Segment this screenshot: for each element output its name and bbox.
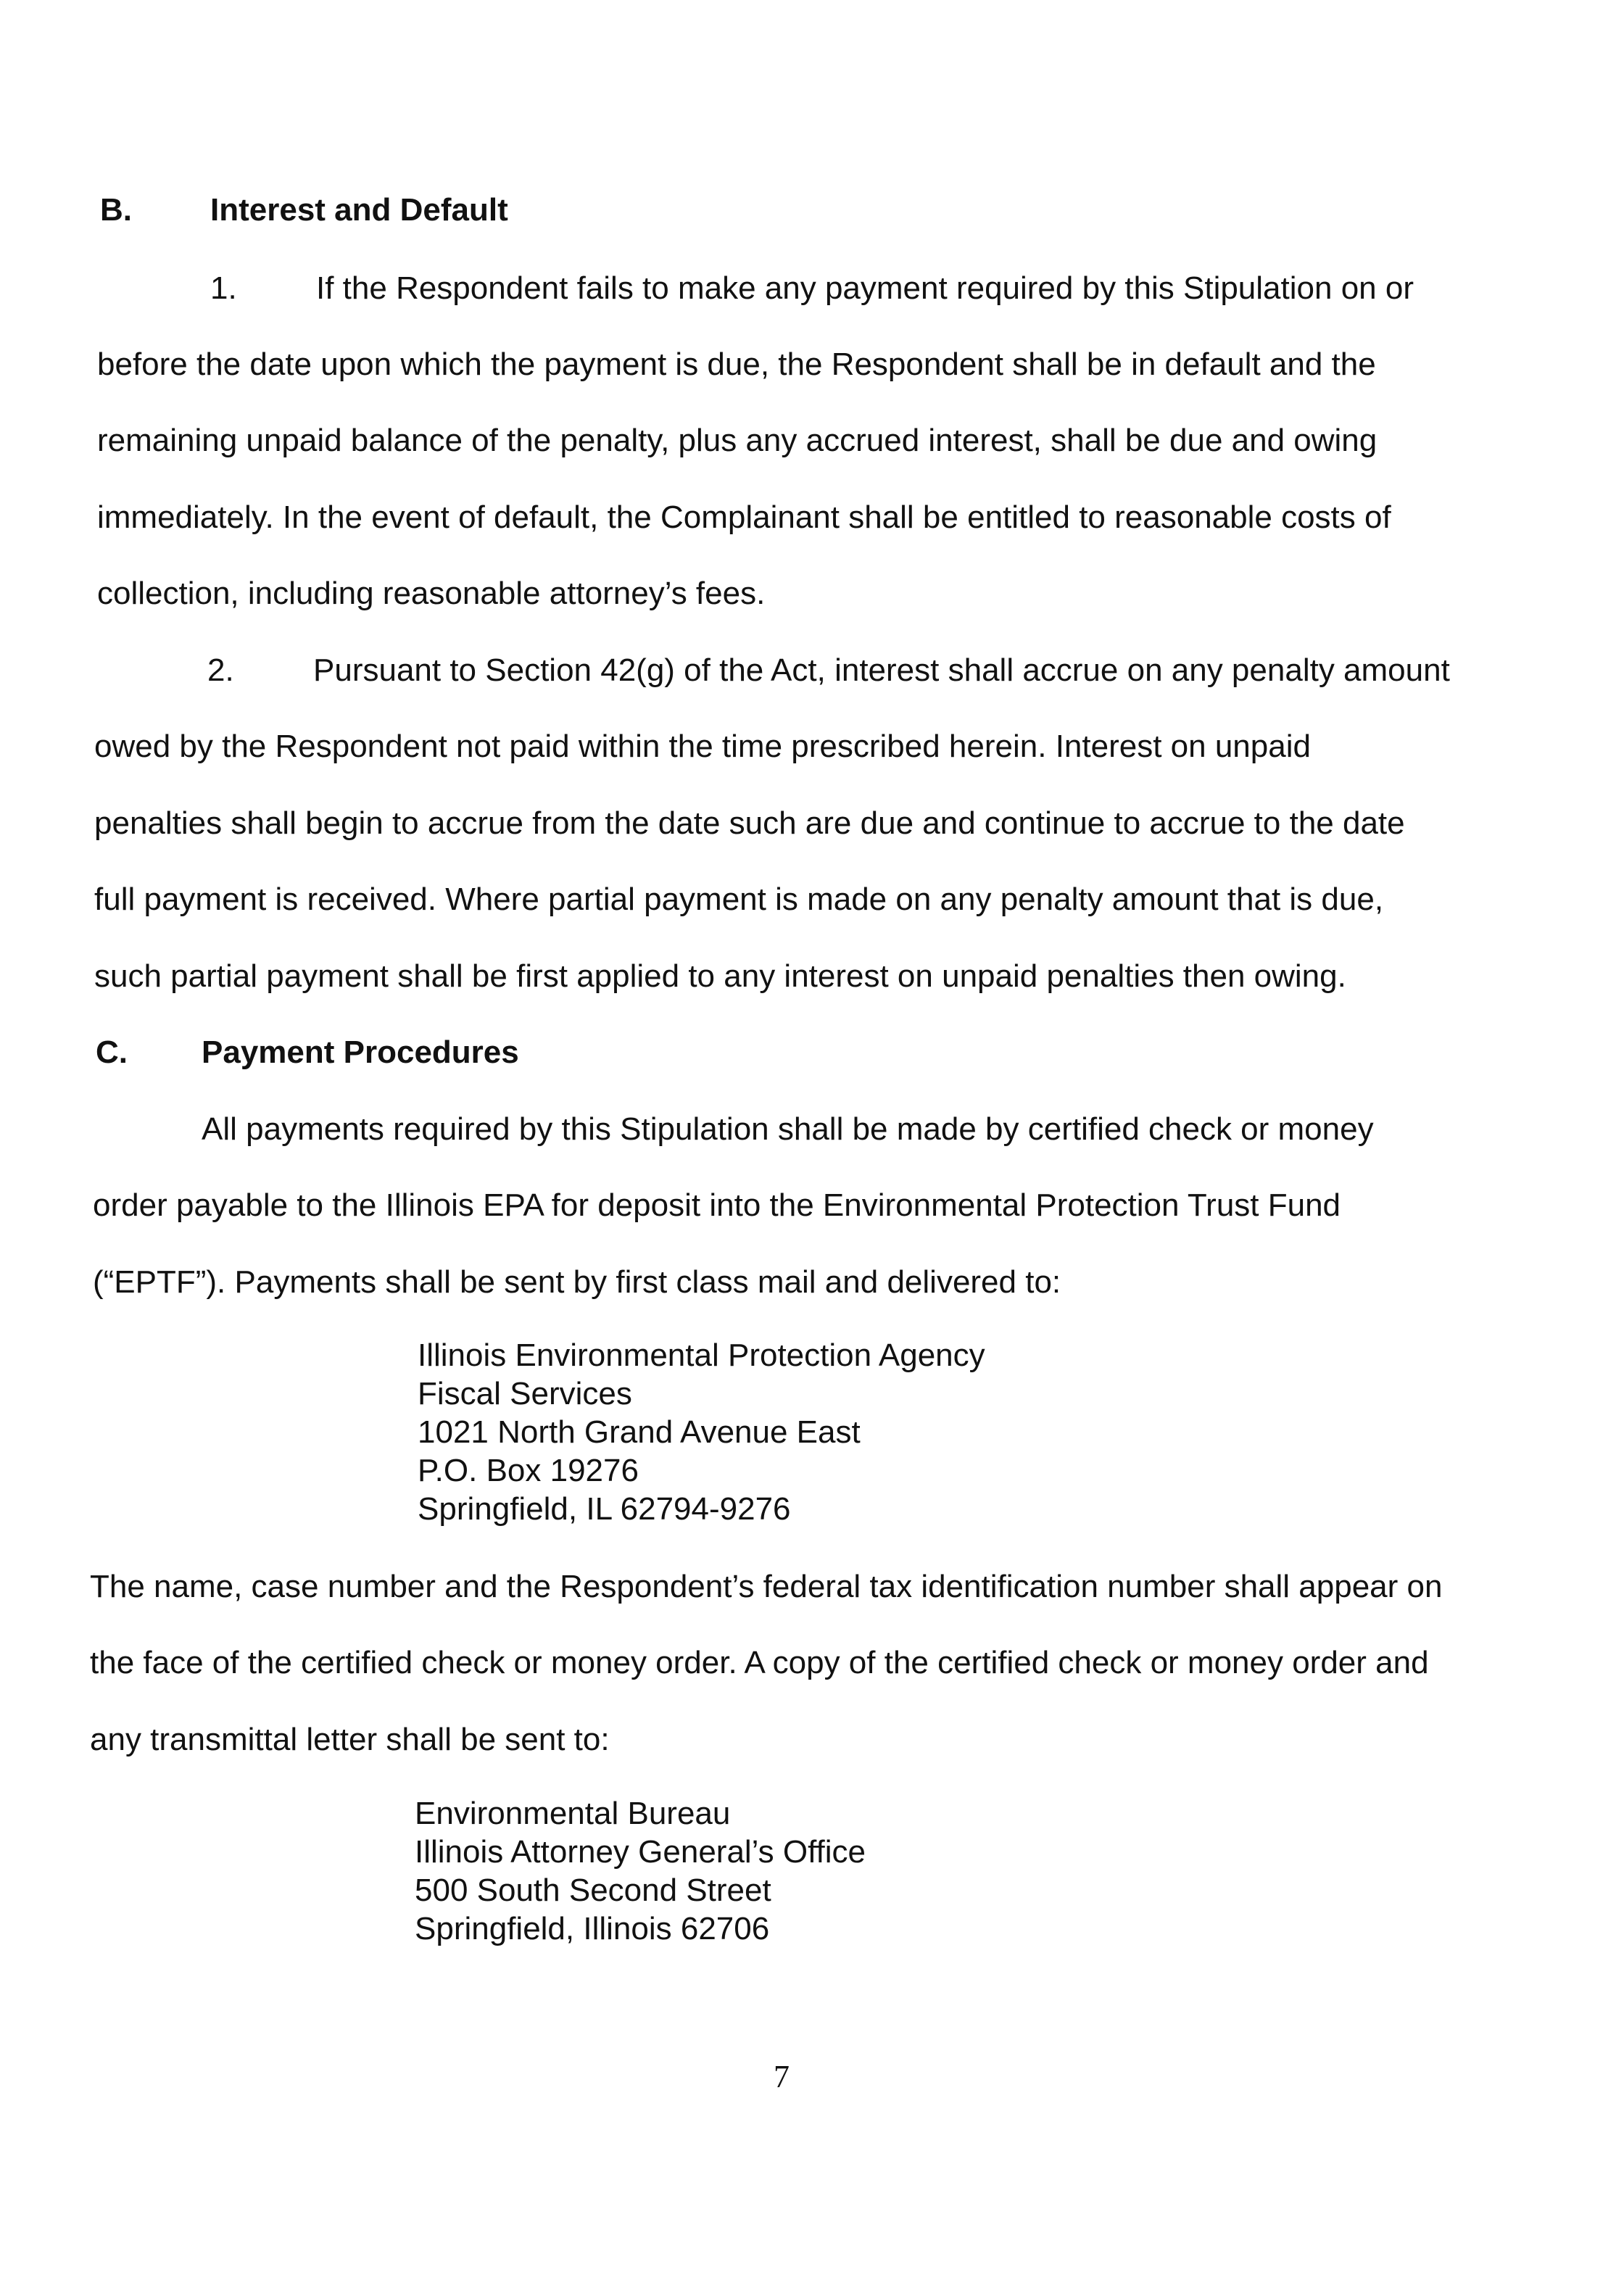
paragraph-b1-line: If the Respondent fails to make any payment required by this Stipulation on or [316,270,1414,306]
section-b-title: Interest and Default [210,192,508,228]
paragraph-b1-number: 1. [210,270,237,306]
address-line: Fiscal Services [418,1376,632,1411]
payment-middle-line: The name, case number and the Respondent’s federal tax identification number shall appear on [90,1569,1443,1604]
payment-intro-line: All payments required by this Stipulation shall be made by certified check or money [202,1111,1374,1147]
paragraph-b2-line: penalties shall begin to accrue from the date such are due and continue to accrue to the date [94,805,1405,841]
address-line: Springfield, Illinois 62706 [415,1911,770,1946]
paragraph-b2-line: Pursuant to Section 42(g) of the Act, interest shall accrue on any penalty amount [313,652,1450,688]
section-c-title: Payment Procedures [202,1034,519,1070]
section-c-letter: C. [96,1034,128,1070]
payment-intro-line: (“EPTF”). Payments shall be sent by first class mail and delivered to: [93,1264,1061,1300]
attorney-general-address [415,1794,866,1948]
paragraph-b2-line: owed by the Respondent not paid within the time prescribed herein. Interest on unpaid [94,729,1311,764]
paragraph-b1-line: immediately. In the event of default, the Complainant shall be entitled to reasonable costs of [97,499,1391,535]
section-b-letter: B. [100,192,132,228]
page-number: 7 [774,2059,790,2094]
payment-middle-line: the face of the certified check or money order. A copy of the certified check or money order and [90,1645,1429,1680]
address-line: Environmental Bureau [415,1796,731,1831]
payment-intro-line: order payable to the Illinois EPA for deposit into the Environmental Protection Trust Fund [93,1187,1341,1223]
paragraph-b1-line: remaining unpaid balance of the penalty, plus any accrued interest, shall be due and owing [97,423,1378,458]
address-line: P.O. Box 19276 [418,1453,639,1488]
address-line: 500 South Second Street [415,1873,771,1908]
illinois-epa-address [418,1336,985,1528]
address-line: Illinois Environmental Protection Agency [418,1338,985,1373]
paragraph-b1-line: before the date upon which the payment is due, the Respondent shall be in default and the [97,347,1376,382]
address-line: 1021 North Grand Avenue East [418,1414,861,1450]
payment-middle-line: any transmittal letter shall be sent to: [90,1722,610,1757]
address-line: Springfield, IL 62794-9276 [418,1491,791,1527]
paragraph-b2-number: 2. [207,652,234,688]
paragraph-b1-line: collection, including reasonable attorney’s fees. [97,576,766,611]
paragraph-b2-line: full payment is received. Where partial payment is made on any penalty amount that is due, [94,882,1384,917]
address-line: Illinois Attorney General’s Office [415,1834,866,1870]
paragraph-b2-line: such partial payment shall be first applied to any interest on unpaid penalties then owing. [94,958,1346,994]
